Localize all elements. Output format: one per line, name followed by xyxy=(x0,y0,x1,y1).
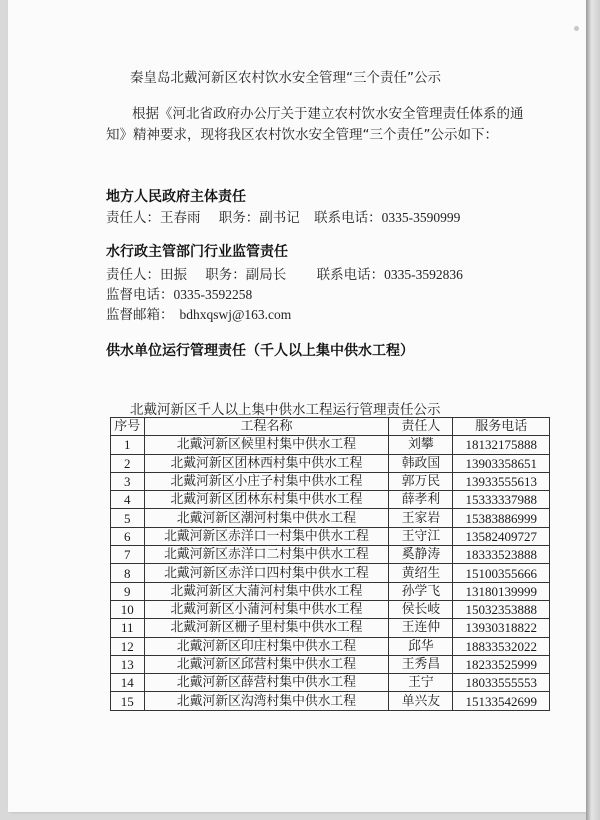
row-phone: 13903358651 xyxy=(453,454,550,472)
row-seq: 8 xyxy=(111,564,145,582)
section1-contact-line xyxy=(106,206,460,226)
supervise-phone-value: 0335-3592258 xyxy=(173,287,253,302)
table-row xyxy=(111,692,550,710)
row-person: 奚静涛 xyxy=(389,546,453,564)
row-phone: 15100355666 xyxy=(453,564,550,582)
table-row xyxy=(111,564,550,582)
row-person: 王守江 xyxy=(389,527,453,545)
row-person: 王宁 xyxy=(389,674,453,692)
table-row xyxy=(111,491,550,509)
row-project-name: 北戴河新区赤洋口一村集中供水工程 xyxy=(144,527,389,545)
row-project-name: 北戴河新区薛营村集中供水工程 xyxy=(144,674,389,692)
table-row xyxy=(111,600,550,618)
row-seq: 15 xyxy=(111,692,145,710)
post-label: 职务： xyxy=(205,267,246,283)
row-person: 韩政国 xyxy=(389,454,453,472)
row-person: 郭万民 xyxy=(389,472,453,490)
row-person: 王连仲 xyxy=(389,619,453,637)
row-phone: 13930318822 xyxy=(453,619,550,637)
table-header-row xyxy=(111,418,550,436)
table-row xyxy=(111,619,550,637)
row-phone: 15333337988 xyxy=(453,491,550,509)
row-person: 孙学飞 xyxy=(389,582,453,600)
row-person: 刘攀 xyxy=(389,436,453,454)
row-seq: 10 xyxy=(111,600,145,618)
row-phone: 15133542699 xyxy=(453,692,550,710)
row-seq: 13 xyxy=(111,655,145,673)
table-row xyxy=(111,655,550,673)
table-row xyxy=(111,674,550,692)
row-person: 黄绍生 xyxy=(389,564,453,582)
post-label: 职务： xyxy=(218,210,260,226)
page-edge-shadow xyxy=(586,0,600,820)
row-phone: 13582409727 xyxy=(453,527,550,545)
table-row xyxy=(111,527,550,545)
table-row xyxy=(111,436,550,454)
row-phone: 15032353888 xyxy=(453,600,550,618)
row-project-name: 北戴河新区栅子里村集中供水工程 xyxy=(144,619,389,637)
row-seq: 11 xyxy=(111,619,145,637)
table-row xyxy=(111,546,550,564)
row-project-name: 北戴河新区赤洋口四村集中供水工程 xyxy=(144,564,389,582)
section2-contact-line xyxy=(106,263,463,283)
row-project-name: 北戴河新区赤洋口二村集中供水工程 xyxy=(144,546,389,564)
supervise-email-value: bdhxqswj@163.com xyxy=(179,307,292,322)
row-project-name: 北戴河新区候里村集中供水工程 xyxy=(144,436,389,454)
row-phone: 18233525999 xyxy=(453,655,550,673)
row-seq: 12 xyxy=(111,637,145,655)
row-seq: 7 xyxy=(111,546,145,564)
row-project-name: 北戴河新区小庄子村集中供水工程 xyxy=(144,472,389,490)
row-seq: 14 xyxy=(111,674,145,692)
table-title: 北戴河新区千人以上集中供水工程运行管理责任公示 xyxy=(130,402,441,418)
row-phone: 13180139999 xyxy=(453,582,550,600)
header-project: 工程名称 xyxy=(144,418,389,436)
row-phone: 18033555553 xyxy=(453,674,550,692)
row-phone: 18132175888 xyxy=(453,436,550,454)
section-local-government-heading: 地方人民政府主体责任 xyxy=(106,189,246,205)
table-row xyxy=(111,454,550,472)
phone-value: 0335-3592836 xyxy=(384,267,463,282)
row-phone: 18333523888 xyxy=(453,546,550,564)
row-phone: 18833532022 xyxy=(453,637,550,655)
supervise-email-label: 监督邮箱： xyxy=(106,307,174,323)
table-row xyxy=(111,472,550,490)
header-person: 责任人 xyxy=(389,418,453,436)
row-project-name: 北戴河新区沟湾村集中供水工程 xyxy=(144,692,389,710)
phone-label: 联系电话： xyxy=(316,267,385,283)
person-label: 责任人： xyxy=(106,267,160,283)
row-seq: 3 xyxy=(111,472,145,490)
row-phone: 15383886999 xyxy=(453,509,550,527)
phone-value: 0335-3590999 xyxy=(381,210,461,225)
row-project-name: 北戴河新区邱营村集中供水工程 xyxy=(144,655,389,673)
person-name: 王春雨 xyxy=(160,210,201,226)
table-row xyxy=(111,582,550,600)
person-name: 田振 xyxy=(160,267,187,283)
row-project-name: 北戴河新区团林西村集中供水工程 xyxy=(144,454,389,472)
row-person: 单兴友 xyxy=(389,692,453,710)
row-phone: 13933555613 xyxy=(453,472,550,490)
row-seq: 1 xyxy=(111,436,145,454)
row-person: 薛孝利 xyxy=(389,491,453,509)
table-row xyxy=(111,509,550,527)
responsibility-table xyxy=(110,417,550,711)
row-person: 王秀昌 xyxy=(389,655,453,673)
row-seq: 6 xyxy=(111,527,145,545)
table-row xyxy=(111,637,550,655)
phone-label: 联系电话： xyxy=(314,210,382,226)
row-project-name: 北戴河新区大蒲河村集中供水工程 xyxy=(144,582,389,600)
row-person: 侯长岐 xyxy=(389,600,453,618)
row-person: 王家岩 xyxy=(389,509,453,527)
person-label: 责任人： xyxy=(106,210,160,226)
row-project-name: 北戴河新区潮河村集中供水工程 xyxy=(144,509,389,527)
intro-paragraph: 根据《河北省政府办公厅关于建立农村饮水安全管理责任体系的通知》精神要求，现将我区农村饮水安全管理“三个责任”公示如下： xyxy=(106,106,524,143)
post-value: 副书记 xyxy=(259,210,300,226)
post-value: 副局长 xyxy=(245,267,287,283)
row-project-name: 北戴河新区小蒲河村集中供水工程 xyxy=(144,600,389,618)
row-seq: 5 xyxy=(111,509,145,527)
row-project-name: 北戴河新区团林东村集中供水工程 xyxy=(144,491,389,509)
row-project-name: 北戴河新区印庄村集中供水工程 xyxy=(144,637,389,655)
row-seq: 4 xyxy=(111,491,145,509)
row-seq: 9 xyxy=(111,582,145,600)
row-seq: 2 xyxy=(111,454,145,472)
header-phone: 服务电话 xyxy=(453,418,550,436)
supervise-phone-line xyxy=(106,283,252,303)
scan-dot xyxy=(574,26,579,31)
row-person: 邱华 xyxy=(389,637,453,655)
header-seq: 序号 xyxy=(111,418,145,436)
supervise-phone-label: 监督电话： xyxy=(106,287,174,303)
section-water-authority-heading: 水行政主管部门行业监管责任 xyxy=(106,244,288,260)
supervise-email-line xyxy=(106,303,291,323)
document-title: 秦皇岛北戴河新区农村饮水安全管理“三个责任”公示 xyxy=(130,70,441,86)
section-water-supply-unit-heading: 供水单位运行管理责任（千人以上集中供水工程） xyxy=(106,343,414,359)
